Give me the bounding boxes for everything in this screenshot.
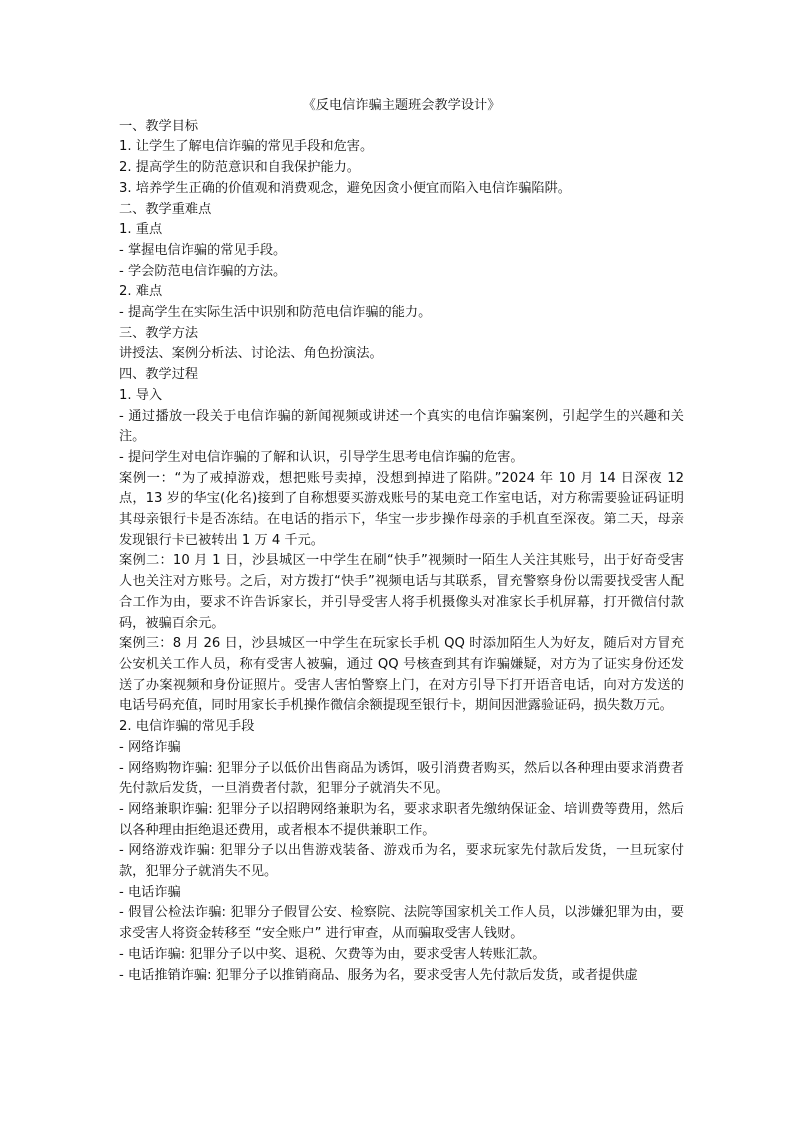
means-online-shopping: - 网络购物诈骗: 犯罪分子以低价出售商品为诱饵，吸引消费者购买，然后以各种理由要求消费者先付款后发货，一旦消费者付款，犯罪分子就消失不见。 — [119, 760, 684, 797]
difficulty-item-1: - 提高学生在实际生活中识别和防范电信诈骗的能力。 — [119, 305, 432, 321]
heading-goals: 一、教学目标 — [119, 118, 199, 134]
means-online-game: - 网络游戏诈骗: 犯罪分子以出售游戏装备、游戏币为名，要求玩家先付款后发货，一旦玩家付款，犯罪分子就消失不见。 — [119, 843, 684, 880]
key-item-2: - 学会防范电信诈骗的方法。 — [119, 263, 287, 279]
goal-item-3: 3. 培养学生正确的价值观和消费观念，避免因贪小便宜而陷入电信诈骗陷阱。 — [119, 180, 571, 196]
heading-process: 四、教学过程 — [119, 367, 199, 383]
subheading-intro: 1. 导入 — [119, 387, 163, 403]
means-phone-scam: - 电话诈骗: 犯罪分子以中奖、退税、欠费等为由，要求受害人转账汇款。 — [119, 946, 546, 962]
heading-methods: 三、教学方法 — [119, 325, 199, 341]
subheading-common-means: 2. 电信诈骗的常见手段 — [119, 719, 255, 735]
goal-item-2: 2. 提高学生的防范意识和自我保护能力。 — [119, 160, 360, 176]
document-page — [119, 96, 684, 986]
document-title: 《反电信诈骗主题班会教学设计》 — [302, 98, 501, 113]
means-online-parttime: - 网络兼职诈骗: 犯罪分子以招聘网络兼职为名，要求求职者先缴纳保证金、培训费等费用，然后以各种理由拒绝退还费用，或者根本不提供兼职工作。 — [119, 801, 684, 838]
heading-key-points: 二、教学重难点 — [119, 201, 212, 217]
subheading-difficulty: 2. 难点 — [119, 284, 163, 300]
means-network: - 网络诈骗 — [119, 739, 181, 755]
methods-text: 讲授法、案例分析法、讨论法、角色扮演法。 — [119, 346, 383, 362]
subheading-key: 1. 重点 — [119, 222, 163, 238]
case-2: 案例二：10 月 1 日，沙县城区一中学生在刷“快手”视频时一陌生人关注其账号，出于好奇受害人也关注对方账号。之后，对方拨打“快手”视频电话与其联系，冒充警察身份以需要找受害人配合工作为由，要求不许告诉家长，并引导受害人将手机摄像头对准家长手机屏幕，打开微信付款码，被骗百余元。 — [119, 553, 684, 631]
means-phone-sales: - 电话推销诈骗: 犯罪分子以推销商品、服务为名，要求受害人先付款后发货，或者提供虚 — [119, 967, 638, 983]
case-3: 案例三：8 月 26 日，沙县城区一中学生在玩家长手机 QQ 时添加陌生人为好友，随后对方冒充公安机关工作人员，称有受害人被骗，通过 QQ 号核查到其有诈骗嫌疑，对方为了证实身份还发送了办案视频和身份证照片。受害人害怕警察上门，在对方引导下打开语音电话，向对方发送的电话号码充值，同时用家长手机操作微信余额提现至银行卡，期间因泄露验证码，损失数万元。 — [119, 636, 684, 714]
intro-item-1: - 通过播放一段关于电信诈骗的新闻视频或讲述一个真实的电信诈骗案例，引起学生的兴趣和关注。 — [119, 408, 684, 445]
means-phone: - 电话诈骗 — [119, 884, 181, 900]
means-fake-police: - 假冒公检法诈骗: 犯罪分子假冒公安、检察院、法院等国家机关工作人员，以涉嫌犯罪为由，要求受害人将资金转移至 “安全账户” 进行审查，从而骗取受害人钱财。 — [119, 905, 684, 942]
case-1: 案例一：“为了戒掉游戏，想把账号卖掉，没想到掉进了陷阱。”2024 年 10 月 14 日深夜 12 点，13 岁的华宝(化名)接到了自称想要买游戏账号的某电竞工作室电话，对方称需要验证码证明其母亲银行卡是否冻结。在电话的指示下，华宝一步步操作母亲的手机直至深夜。第二天，母亲发现银行卡已被转出 1 万 4 千元。 — [119, 470, 684, 548]
goal-item-1: 1. 让学生了解电信诈骗的常见手段和危害。 — [119, 139, 374, 155]
intro-item-2: - 提问学生对电信诈骗的了解和认识，引导学生思考电信诈骗的危害。 — [119, 449, 524, 465]
key-item-1: - 掌握电信诈骗的常见手段。 — [119, 242, 287, 258]
